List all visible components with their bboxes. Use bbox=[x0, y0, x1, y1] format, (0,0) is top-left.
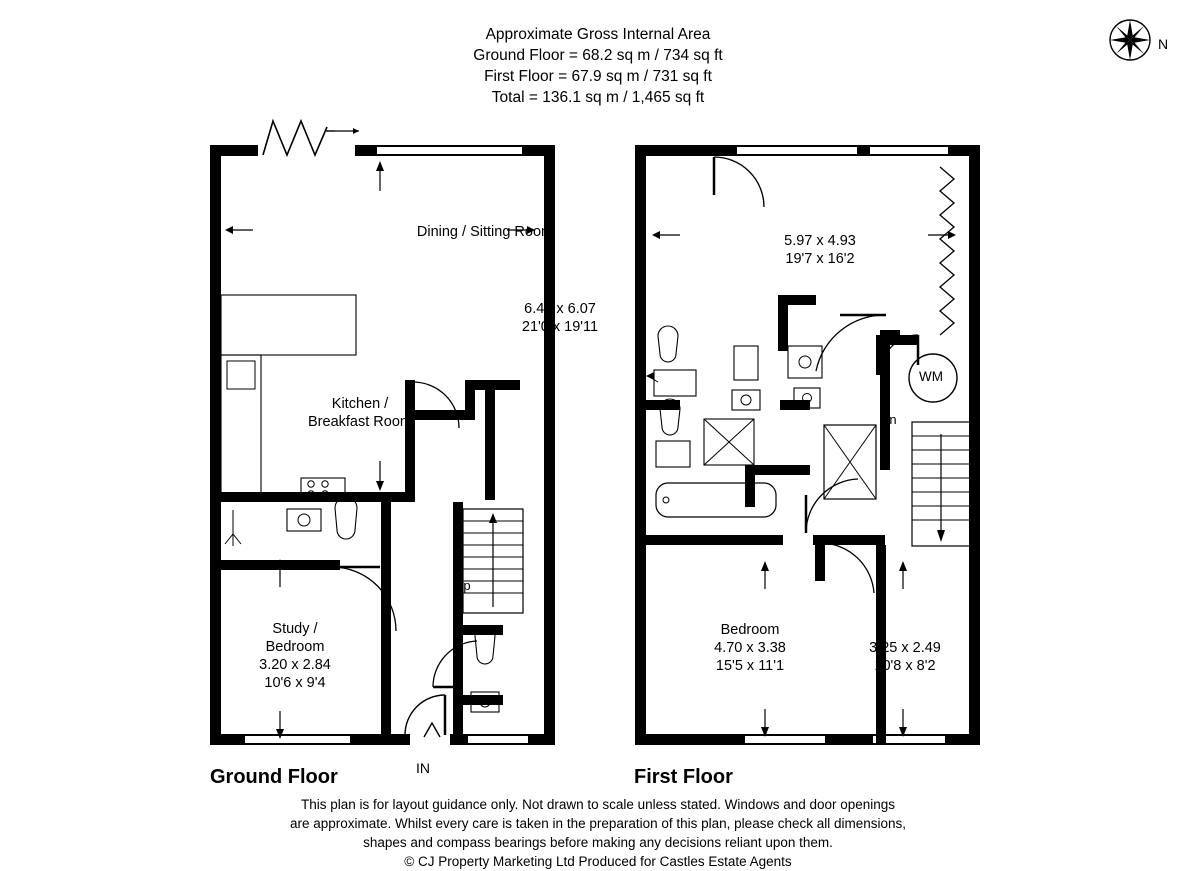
window-top bbox=[377, 145, 522, 156]
ground-floor-title: Ground Floor bbox=[210, 766, 338, 788]
dimension-arrow-bed2-bottom bbox=[888, 705, 918, 745]
wall-bottom-left-f1 bbox=[635, 734, 745, 745]
wall-internal-hall-top bbox=[475, 380, 520, 390]
window-bottom-left bbox=[245, 734, 350, 745]
wall-bedroom-top bbox=[635, 535, 783, 545]
wc-fittings bbox=[225, 500, 385, 560]
door-bathroom bbox=[802, 475, 862, 537]
dimension-arrow-top bbox=[365, 157, 395, 197]
area-ground-floor: Ground Floor = 68.2 sq m / 734 sq ft bbox=[473, 47, 723, 64]
dim-master-metric: 5.97 x 4.93 bbox=[784, 233, 856, 249]
dim-master-imperial: 19'7 x 16'2 bbox=[785, 251, 855, 267]
dim-bedroom-imperial: 15'5 x 11'1 bbox=[715, 658, 785, 674]
room-label-study: Study / bbox=[272, 621, 318, 637]
compass-north-label: N bbox=[1158, 36, 1169, 52]
washing-machine-label: WM bbox=[919, 369, 943, 384]
wall-landing-b bbox=[778, 295, 816, 305]
disclaimer-line-1: This plan is for layout guidance only. Not drawn to scale unless stated. Windows and door openings bbox=[300, 797, 896, 812]
dim-study-metric: 3.20 x 2.84 bbox=[259, 657, 331, 673]
wall-top-right-f1 bbox=[948, 145, 980, 156]
stairs-up-label: Up bbox=[454, 578, 471, 593]
first-floor-plan bbox=[630, 135, 990, 765]
wall-bottom-right-f1 bbox=[945, 734, 980, 745]
dimension-arrow-bed2-top bbox=[888, 555, 918, 595]
area-total: Total = 136.1 sq m / 1,465 sq ft bbox=[491, 89, 705, 106]
door-landing-top bbox=[710, 155, 770, 215]
room-label-dining-sitting: Dining / Sitting Room bbox=[416, 224, 554, 240]
dimension-arrow-bed-top bbox=[750, 555, 780, 595]
door-cupboard-wm bbox=[878, 331, 924, 377]
area-summary bbox=[0, 24, 1196, 108]
wall-internal-hall-right bbox=[485, 380, 495, 500]
copyright-line: © CJ Property Marketing Ltd Produced for Castles Estate Agents bbox=[404, 854, 792, 869]
dimension-arrow-study-top bbox=[265, 553, 295, 591]
room-label-bedroom: Bedroom bbox=[720, 622, 780, 638]
dimension-arrow-bed-bottom bbox=[750, 705, 780, 745]
room-label-study-bedroom: Bedroom bbox=[265, 639, 325, 655]
first-floor-title: First Floor bbox=[634, 766, 733, 788]
entrance-arrow-icon bbox=[410, 715, 450, 741]
compass-rose-icon bbox=[1108, 18, 1152, 62]
entrance-label: IN bbox=[416, 760, 430, 776]
wall-bottom-right-stub bbox=[528, 734, 555, 745]
dim-bedroom3-metric: 3.25 x 2.49 bbox=[869, 640, 941, 656]
dim-dining-metric: 6.40 x 6.07 bbox=[524, 301, 596, 317]
door-cloakroom bbox=[429, 635, 479, 691]
staircase-down bbox=[910, 420, 976, 550]
staircase-up bbox=[461, 507, 527, 617]
disclaimer-line-3: shapes and compass bearings before making any decisions reliant upon them. bbox=[363, 835, 833, 850]
ground-floor-plan bbox=[205, 135, 599, 765]
area-first-floor: First Floor = 67.9 sq m / 731 sq ft bbox=[484, 68, 712, 85]
door-bedroom-2 bbox=[818, 539, 882, 597]
dimension-arrow-study-bottom bbox=[265, 707, 295, 745]
dimension-arrow-left bbox=[217, 485, 247, 511]
wall-top-left-f1 bbox=[635, 145, 715, 156]
dim-study-imperial: 10'6 x 9'4 bbox=[264, 675, 326, 691]
wall-top-right-stub bbox=[522, 145, 555, 156]
area-summary-title: Approximate Gross Internal Area bbox=[485, 26, 711, 43]
stairs-down-label: Dn bbox=[880, 412, 897, 427]
dim-bedroom-metric: 4.70 x 3.38 bbox=[714, 640, 786, 656]
dim-bedroom3-imperial: 10'8 x 8'2 bbox=[874, 658, 936, 674]
dim-dining-imperial: 21'0 x 19'11 bbox=[521, 319, 599, 335]
wall-bottom-left-stub bbox=[210, 734, 245, 745]
disclaimer bbox=[0, 795, 1196, 871]
compass bbox=[1100, 16, 1180, 64]
dimension-arrow-kitchen bbox=[365, 455, 395, 495]
wall-bottom-mid-f1 bbox=[825, 734, 873, 745]
disclaimer-line-2: are approximate. Whilst every care is taken in the preparation of this plan, please check all dimensions, bbox=[289, 816, 907, 831]
wall-top-mid-f1 bbox=[857, 145, 870, 156]
room-label-breakfast: Breakfast Room bbox=[308, 414, 412, 430]
front-door-top-left bbox=[249, 115, 379, 163]
window-top-right-f1 bbox=[870, 145, 948, 156]
room-label-kitchen: Kitchen / bbox=[331, 396, 389, 412]
